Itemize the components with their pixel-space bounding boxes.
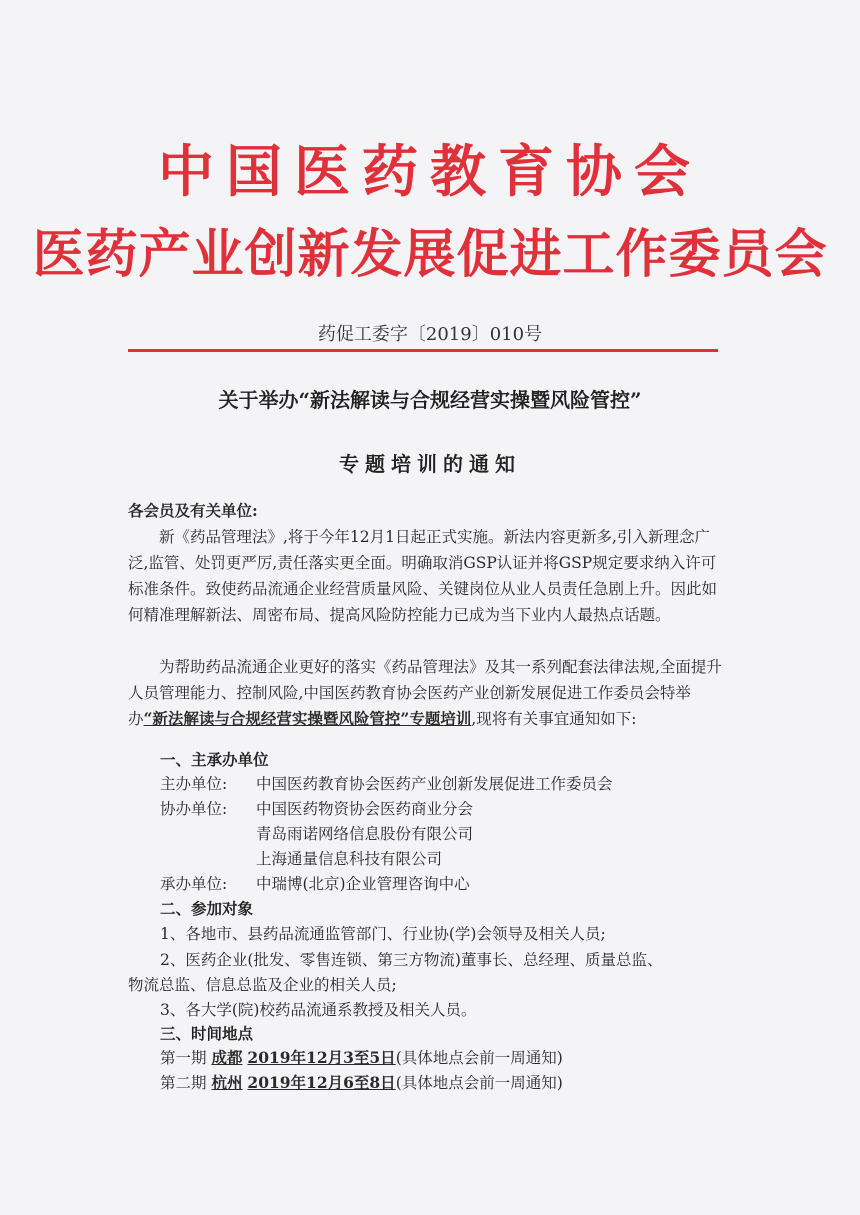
organizer-label: 承办单位: xyxy=(160,875,228,893)
paragraph-1: 新《药品管理法》,将于今年12月1日起正式实施。新法内容更新多,引入新理念广泛,监管、处罚更严厉,责任落实更全面。明确取消GSP认证并将GSP规定要求纳入许可标准条件。致使药品流通企业经营质量风险、关键岗位从业人员责任急剧上升。因此如何精准理解新法、周密布局、提高风险防控能力已成为当下业内人最热点话题。 xyxy=(128,528,718,624)
co-org-3: 上海通量信息科技有限公司 xyxy=(256,850,443,868)
co-org-1: 中国医药物资协会医药商业分会 xyxy=(256,800,474,818)
session-2-city: 杭州 xyxy=(211,1073,243,1092)
session-2 xyxy=(160,1071,563,1093)
co-org-2: 青岛雨诺网络信息股份有限公司 xyxy=(256,825,474,843)
paragraph-2-text-a: 为帮助药品流通企业更好的落实《药品管理法》及其一系列配套法律法规,全面提升人员管理能力、控制风险,中国医药教育协会医药产业创新发展促进工作委员会特举办 xyxy=(128,658,722,728)
org-name-line1: 中国医药教育协会 xyxy=(158,140,702,205)
paragraph-2 xyxy=(128,654,728,732)
session-1-dates: 2019年12月3至5日 xyxy=(247,1048,396,1067)
session-1-label: 第一期 xyxy=(160,1049,207,1067)
training-name-highlight: “新法解读与合规经营实操暨风险管控”专题培训 xyxy=(143,709,472,728)
audience-item-1: 1、各地市、县药品流通监管部门、行业协(学)会领导及相关人员; xyxy=(160,925,606,943)
red-divider xyxy=(128,349,718,352)
notice-title-line1: 关于举办“新法解读与合规经营实操暨风险管控” xyxy=(218,388,642,412)
session-1 xyxy=(160,1046,563,1068)
co-org-label: 协办单位: xyxy=(160,800,228,818)
paragraph-2-text-b: ,现将有关事宜通知如下: xyxy=(471,710,637,728)
host-label: 主办单位: xyxy=(160,775,228,793)
audience-item-2a: 2、医药企业(批发、零售连锁、第三方物流)董事长、总经理、质量总监、 xyxy=(160,951,663,969)
session-2-note: (具体地点会前一周通知) xyxy=(395,1074,563,1092)
session-2-label: 第二期 xyxy=(160,1074,207,1092)
notice-title-line2: 专题培训的通知 xyxy=(339,452,521,476)
session-1-note: (具体地点会前一周通知) xyxy=(395,1049,563,1067)
session-1-city: 成都 xyxy=(211,1048,243,1067)
audience-item-2b: 物流总监、信息总监及企业的相关人员; xyxy=(128,976,397,994)
org-name-line2: 医药产业创新发展促进工作委员会 xyxy=(32,225,828,285)
section-1-heading: 一、主承办单位 xyxy=(160,750,269,769)
audience-item-3: 3、各大学(院)校药品流通系教授及相关人员。 xyxy=(160,1001,477,1019)
section-2-heading: 二、参加对象 xyxy=(160,899,254,918)
document-number: 药促工委字〔2019〕010号 xyxy=(317,324,543,345)
organizer-org: 中瑞博(北京)企业管理咨询中心 xyxy=(256,875,470,893)
section-3-heading: 三、时间地点 xyxy=(160,1024,254,1043)
session-2-dates: 2019年12月6至8日 xyxy=(247,1073,396,1092)
host-org: 中国医药教育协会医药产业创新发展促进工作委员会 xyxy=(256,775,613,793)
salutation: 各会员及有关单位: xyxy=(128,501,258,520)
